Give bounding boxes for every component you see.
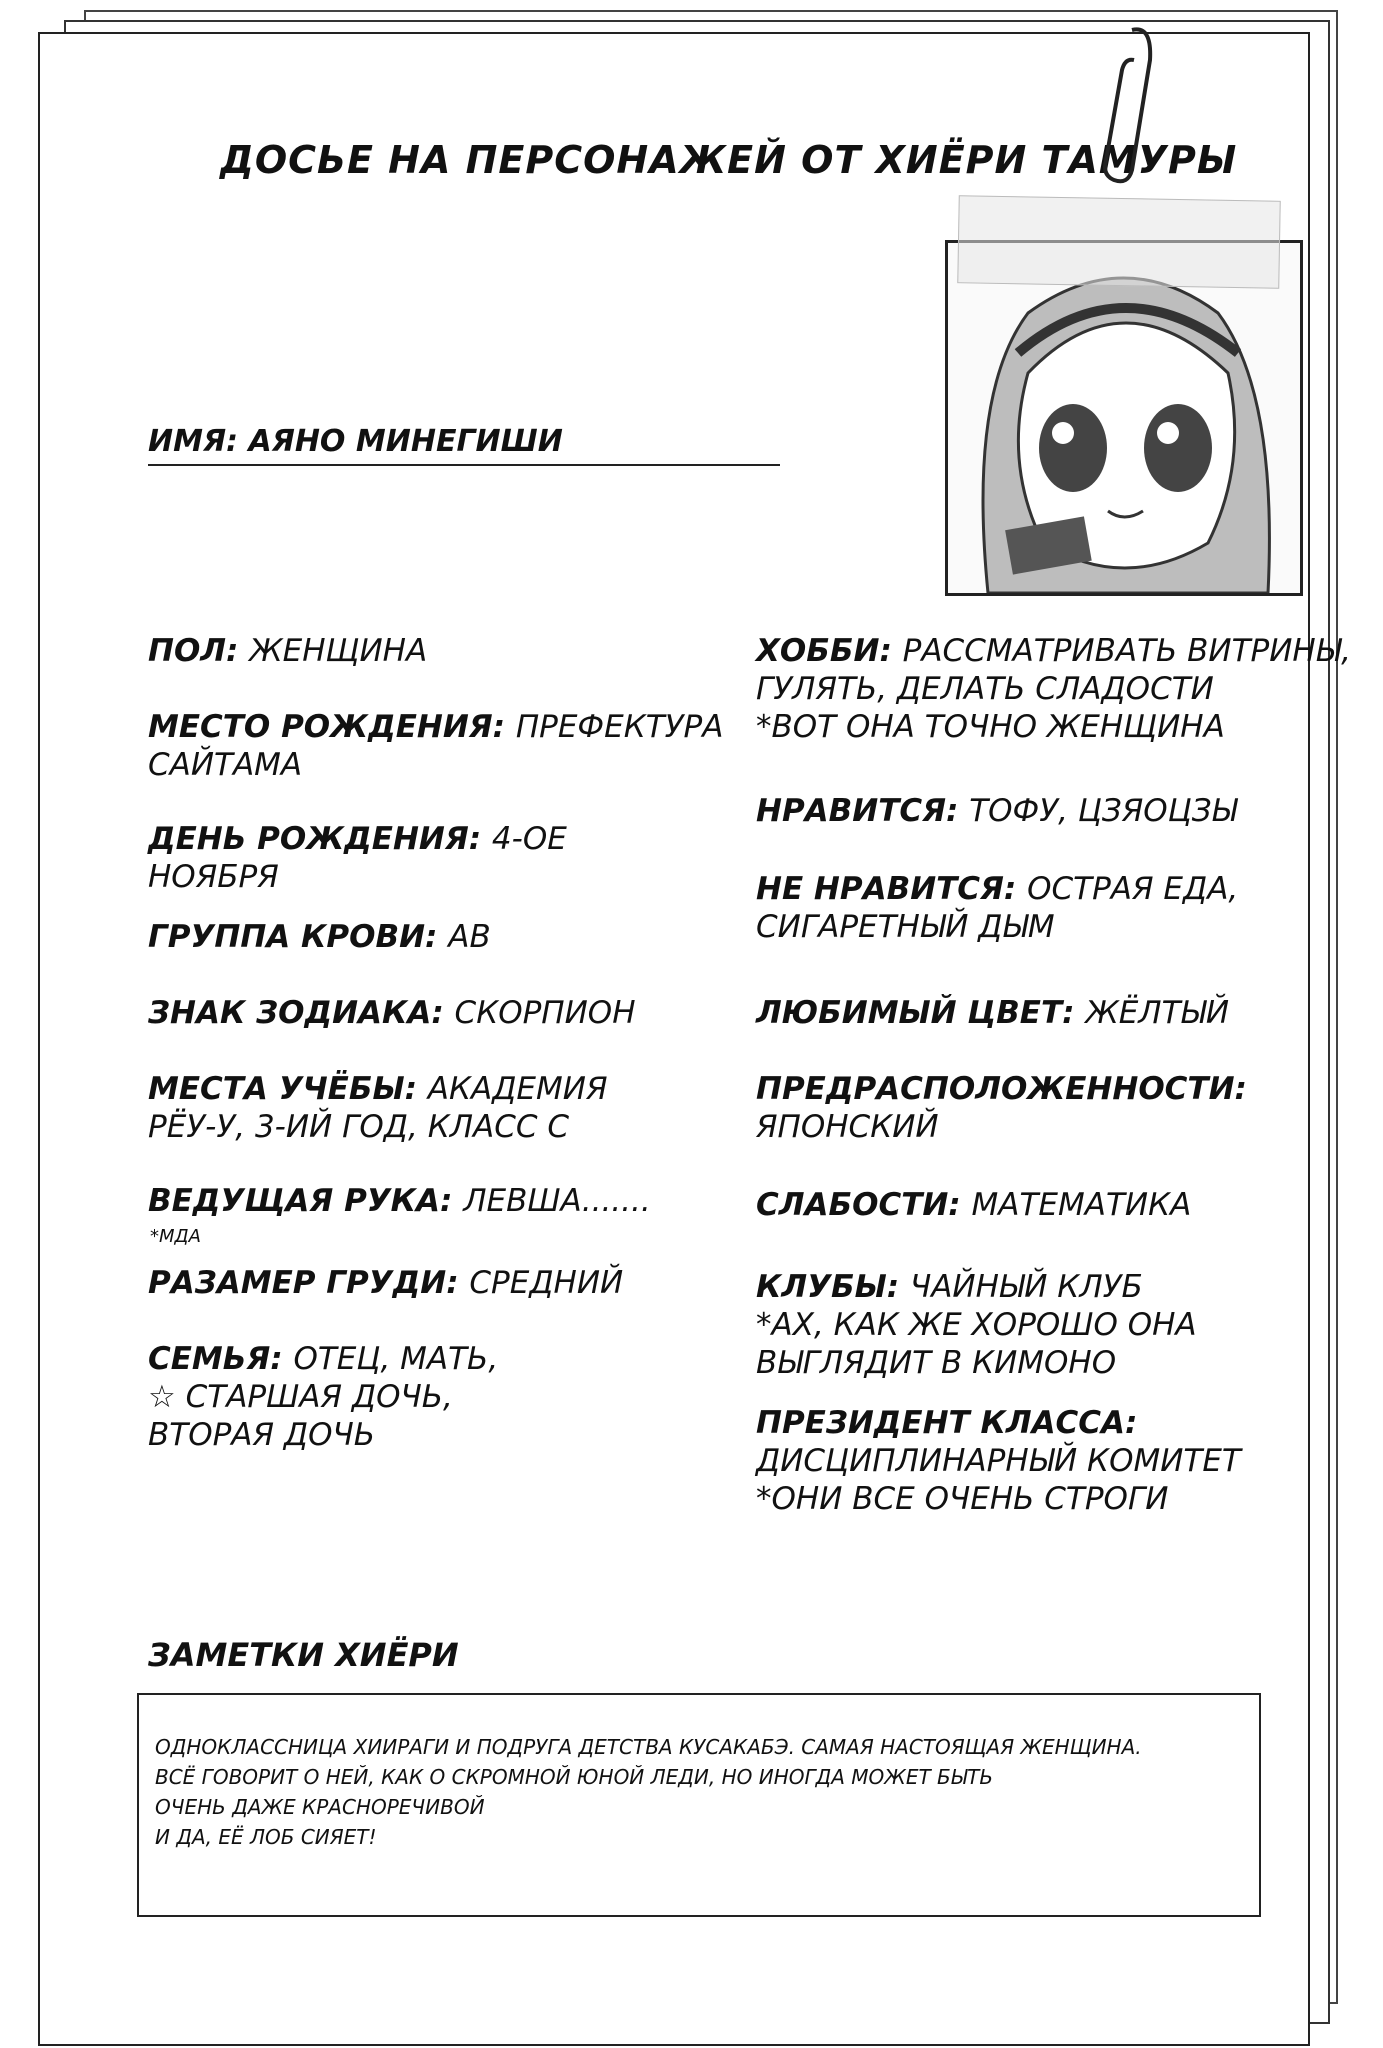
notes-box — [137, 1693, 1261, 1917]
field-gender: ПОЛ: ЖЕНЩИНА — [148, 633, 428, 669]
field-dislikes: НЕ НРАВИТСЯ: ОСТРАЯ ЕДА, СИГАРЕТНЫЙ ДЫМ — [756, 871, 1239, 945]
field-birthday: ДЕНЬ РОЖДЕНИЯ: 4-ОЕ НОЯБРЯ — [148, 821, 567, 895]
field-favorite-color: ЛЮБИМЫЙ ЦВЕТ: ЖЁЛТЫЙ — [756, 995, 1230, 1031]
note-mda: *МДА — [150, 1226, 201, 1247]
field-birthplace: МЕСТО РОЖДЕНИЯ: ПРЕФЕКТУРА САЙТАМА — [148, 709, 724, 783]
field-likes: НРАВИТСЯ: ТОФУ, ЦЗЯОЦЗЫ — [756, 793, 1238, 829]
field-class-president: ПРЕЗИДЕНТ КЛАССА: ДИСЦИПЛИНАРНЫЙ КОМИТЕТ *ОНИ ВСЕ ОЧЕНЬ СТРОГИ — [756, 1405, 1241, 1517]
name-field — [148, 424, 780, 466]
field-dominant-hand: ВЕДУЩАЯ РУКА: ЛЕВША....... — [148, 1183, 651, 1219]
field-blood-type: ГРУППА КРОВИ: АВ — [148, 919, 491, 955]
field-school: МЕСТА УЧЁБЫ: АКАДЕМИЯ РЁУ-У, 3-ИЙ ГОД, КЛАСС С — [148, 1071, 608, 1145]
notes-line: ОДНОКЛАССНИЦА ХИИРАГИ И ПОДРУГА ДЕТСТВА КУСАКАБЭ. САМАЯ НАСТОЯЩАЯ ЖЕНЩИНА. — [155, 1735, 1142, 1759]
notes-line: ОЧЕНЬ ДАЖЕ КРАСНОРЕЧИВОЙ — [155, 1795, 485, 1819]
field-zodiac: ЗНАК ЗОДИАКА: СКОРПИОН — [148, 995, 636, 1031]
field-preferences: ПРЕДРАСПОЛОЖЕННОСТИ: ЯПОНСКИЙ — [756, 1071, 1247, 1145]
field-family: СЕМЬЯ: ОТЕЦ, МАТЬ, ☆ СТАРШАЯ ДОЧЬ, ВТОРАЯ ДОЧЬ — [148, 1341, 499, 1453]
notes-line: И ДА, ЕЁ ЛОБ СИЯЕТ! — [155, 1825, 377, 1849]
field-clubs: КЛУБЫ: ЧАЙНЫЙ КЛУБ *АХ, КАК ЖЕ ХОРОШО ОНА ВЫГЛЯДИТ В КИМОНО — [756, 1269, 1197, 1381]
page-title: ДОСЬЕ НА ПЕРСОНАЖЕЙ ОТ ХИЁРИ ТАМУРЫ — [220, 138, 1238, 182]
field-chest-size: РАЗАМЕР ГРУДИ: СРЕДНИЙ — [148, 1265, 624, 1301]
character-portrait — [945, 240, 1303, 596]
field-weaknesses: СЛАБОСТИ: МАТЕМАТИКА — [756, 1187, 1192, 1223]
notes-title: ЗАМЕТКИ ХИЁРИ — [148, 1636, 459, 1674]
notes-line: ВСЁ ГОВОРИТ О НЕЙ, КАК О СКРОМНОЙ ЮНОЙ ЛЕДИ, НО ИНОГДА МОЖЕТ БЫТЬ — [155, 1765, 994, 1789]
character-name: ИМЯ: АЯНО МИНЕГИШИ — [148, 424, 563, 459]
field-hobby: ХОББИ: РАССМАТРИВАТЬ ВИТРИНЫ, ГУЛЯТЬ, ДЕЛАТЬ СЛАДОСТИ *ВОТ ОНА ТОЧНО ЖЕНЩИНА — [756, 633, 1351, 745]
tape-strip — [957, 195, 1280, 289]
paperclip-icon — [1092, 20, 1162, 190]
